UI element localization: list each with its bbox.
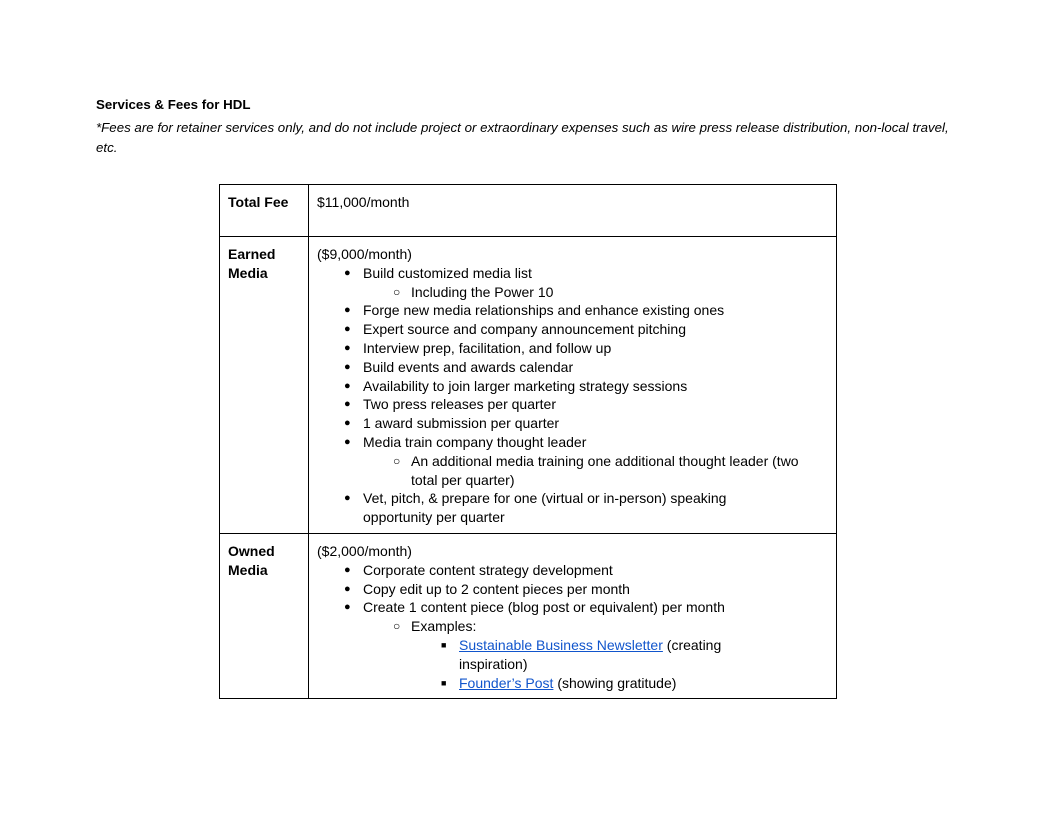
owned-media-cell xyxy=(309,533,837,698)
bullet-icon: ● xyxy=(344,323,351,336)
item-text: Interview prep, facilitation, and follow up xyxy=(363,339,612,356)
bullet-icon: ● xyxy=(344,417,351,430)
fees-note: *Fees are for retainer services only, and do not include project or extraordinary expenses such as wire press release distribution, non-local travel, etc. xyxy=(96,120,949,155)
bullet-icon: ● xyxy=(344,601,351,614)
item-text: An additional media training one additional thought leader (two total per quarter) xyxy=(411,452,799,488)
founders-post-link[interactable]: Founder’s Post xyxy=(459,674,554,691)
row-label: Owned Media xyxy=(220,533,309,698)
list-item xyxy=(344,414,828,433)
circle-bullet-icon: ○ xyxy=(393,284,401,299)
item-text: Expert source and company announcement pitching xyxy=(363,321,686,338)
list-item xyxy=(344,264,828,283)
item-text: Examples: xyxy=(411,618,477,635)
list-item xyxy=(393,452,828,490)
bullet-icon: ● xyxy=(344,563,351,576)
list-item xyxy=(344,301,828,320)
list-item xyxy=(344,561,828,580)
circle-bullet-icon: ○ xyxy=(393,453,401,468)
list-item xyxy=(344,377,828,396)
bullet-icon: ● xyxy=(344,379,351,392)
list-item xyxy=(344,339,828,358)
document-title: Services & Fees for HDL xyxy=(96,97,251,112)
owned-fee: ($2,000/month) xyxy=(317,542,412,559)
item-text: Availability to join larger marketing strategy sessions xyxy=(363,377,688,394)
item-text: Two press releases per quarter xyxy=(363,396,556,413)
list-item xyxy=(344,580,828,599)
item-text: Media train company thought leader xyxy=(363,433,587,450)
earned-fee: ($9,000/month) xyxy=(317,246,412,262)
total-fee-value: $11,000/month xyxy=(309,185,837,237)
list-item xyxy=(441,636,828,674)
bullet-icon: ● xyxy=(344,435,351,448)
item-text: 1 award submission per quarter xyxy=(363,415,560,432)
bullet-icon: ● xyxy=(344,360,351,373)
bullet-icon: ● xyxy=(344,341,351,354)
item-text: Build customized media list xyxy=(363,264,532,281)
services-fees-table xyxy=(219,184,837,699)
item-text: (showing gratitude) xyxy=(553,674,677,691)
item-text: (creating inspiration) xyxy=(459,636,722,672)
list-item xyxy=(344,395,828,414)
list-item xyxy=(344,358,828,377)
item-text: Including the Power 10 xyxy=(411,283,554,300)
table-row-earned-media xyxy=(220,237,837,534)
bullet-icon: ● xyxy=(344,492,351,505)
row-label: Total Fee xyxy=(220,185,309,237)
list-item xyxy=(344,598,828,617)
list-item xyxy=(344,433,828,452)
list-item xyxy=(393,283,828,302)
list-item xyxy=(393,617,828,636)
bullet-icon: ● xyxy=(344,304,351,317)
bullet-icon: ● xyxy=(344,582,351,595)
earned-media-cell xyxy=(309,237,837,534)
row-label: Earned Media xyxy=(220,237,309,534)
item-text: Vet, pitch, & prepare for one (virtual or in-person) speaking opportunity per quarter xyxy=(363,490,727,526)
item-text: Build events and awards calendar xyxy=(363,358,574,375)
bullet-icon: ● xyxy=(344,398,351,411)
list-item xyxy=(441,674,828,693)
square-bullet-icon: ■ xyxy=(441,639,447,650)
table-row-total-fee xyxy=(220,185,837,237)
square-bullet-icon: ■ xyxy=(441,677,447,688)
item-text: Copy edit up to 2 content pieces per month xyxy=(363,580,630,597)
table-row-owned-media xyxy=(220,533,837,698)
item-text: Create 1 content piece (blog post or equivalent) per month xyxy=(363,599,725,616)
circle-bullet-icon: ○ xyxy=(393,619,401,634)
item-text: Forge new media relationships and enhance existing ones xyxy=(363,302,725,319)
list-item xyxy=(344,320,828,339)
item-text: Corporate content strategy development xyxy=(363,561,613,578)
bullet-icon: ● xyxy=(344,266,351,279)
list-item xyxy=(344,489,828,527)
sustainable-business-newsletter-link[interactable]: Sustainable Business Newsletter xyxy=(459,636,663,653)
